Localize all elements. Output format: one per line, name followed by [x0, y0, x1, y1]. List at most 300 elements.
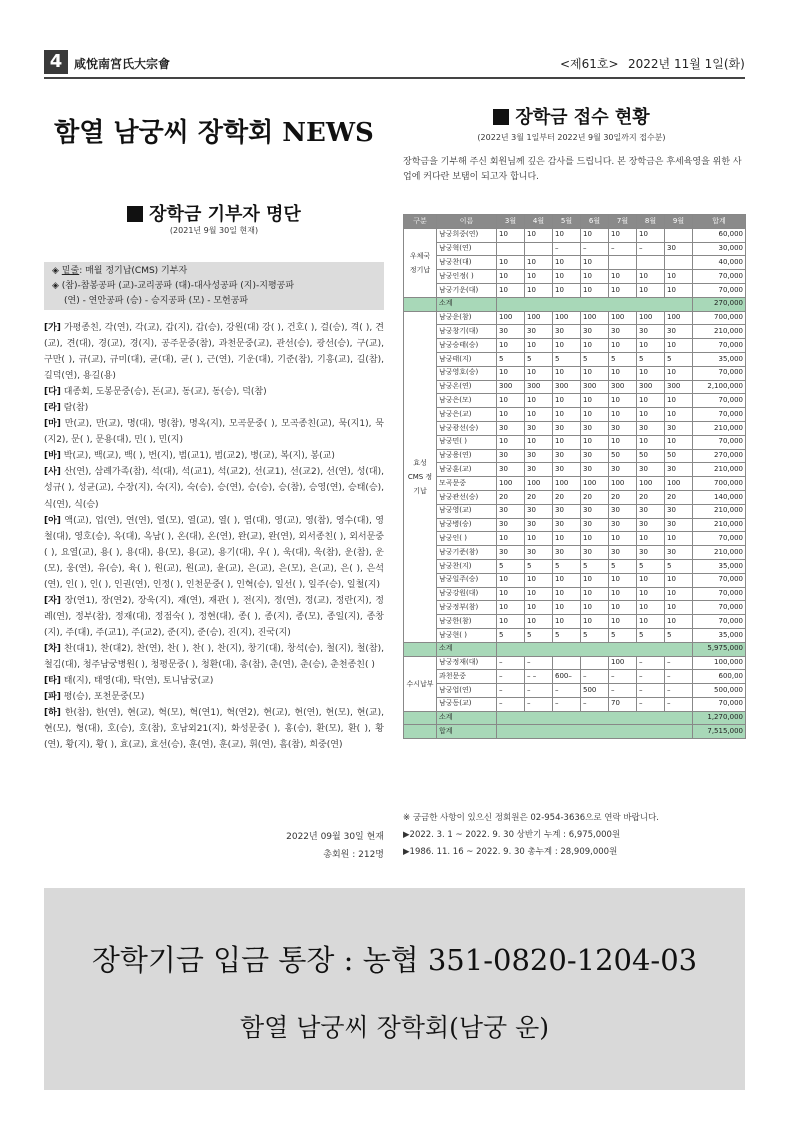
monthly-amount: – [637, 242, 665, 256]
table-row [404, 242, 746, 256]
row-total: 210,000 [693, 546, 746, 560]
monthly-amount: 10 [581, 283, 609, 297]
row-total: 30,000 [693, 242, 746, 256]
table-row [404, 656, 746, 670]
table-row [404, 628, 746, 642]
monthly-amount: – [609, 684, 637, 698]
monthly-amount: 30 [637, 421, 665, 435]
monthly-amount: 10 [609, 532, 637, 546]
column-header: 5월 [553, 215, 581, 229]
monthly-amount: 10 [553, 228, 581, 242]
monthly-amount: – [553, 684, 581, 698]
monthly-amount: 5 [581, 559, 609, 573]
monthly-amount: 20 [553, 490, 581, 504]
donor-list [44, 320, 384, 753]
monthly-amount: 10 [497, 587, 525, 601]
row-total: 210,000 [693, 463, 746, 477]
table-row [404, 325, 746, 339]
monthly-amount: 10 [497, 615, 525, 629]
donor-group-names: 대종회, 도봉문중(승), 돈(교), 동(교), 동(승), 덕(참) [63, 387, 267, 398]
monthly-amount: 5 [665, 559, 693, 573]
page-number: 4 [44, 50, 68, 74]
donor-group-label: [사] [44, 467, 61, 478]
monthly-amount: 30 [609, 325, 637, 339]
monthly-amount: 5 [581, 628, 609, 642]
monthly-amount: 10 [637, 532, 665, 546]
monthly-amount: 5 [637, 352, 665, 366]
monthly-amount: 20 [525, 490, 553, 504]
donor-name: 남궁정재(대) [437, 656, 497, 670]
monthly-amount: 10 [665, 573, 693, 587]
monthly-amount: 30 [553, 325, 581, 339]
monthly-amount: 300 [609, 380, 637, 394]
monthly-amount: 30 [525, 325, 553, 339]
column-header: 7월 [609, 215, 637, 229]
table-row [404, 352, 746, 366]
monthly-amount: 10 [665, 435, 693, 449]
monthly-amount: 10 [553, 601, 581, 615]
monthly-amount: 5 [609, 352, 637, 366]
monthly-amount: 10 [525, 408, 553, 422]
monthly-amount: 10 [553, 532, 581, 546]
table-row [404, 339, 746, 353]
monthly-amount: 30 [665, 463, 693, 477]
monthly-amount: 100 [637, 311, 665, 325]
monthly-amount: 300 [581, 380, 609, 394]
column-header: 이름 [437, 215, 497, 229]
row-total: 270,000 [693, 449, 746, 463]
monthly-amount: 10 [581, 435, 609, 449]
monthly-amount: 10 [553, 339, 581, 353]
monthly-amount: 10 [581, 366, 609, 380]
donor-group-names: 박(교), 백(교), 백( ), 번(지), 범(교1), 범(교2), 병(교), 복(지), 봉(교) [63, 451, 335, 462]
monthly-amount: 10 [581, 339, 609, 353]
monthly-amount: 10 [637, 587, 665, 601]
monthly-amount: 30 [581, 421, 609, 435]
donor-name: 남궁병(승) [437, 518, 497, 532]
monthly-amount: 30 [525, 449, 553, 463]
monthly-amount: 10 [609, 601, 637, 615]
table-row [404, 435, 746, 449]
monthly-amount: 5 [497, 628, 525, 642]
donor-group [44, 464, 384, 512]
table-row [404, 601, 746, 615]
donor-name: 남궁승태(승) [437, 339, 497, 353]
monthly-amount: – – [525, 670, 553, 684]
row-total: 210,000 [693, 421, 746, 435]
subtotal-blank [404, 642, 437, 656]
monthly-amount: 10 [553, 256, 581, 270]
grand-total-row [404, 725, 746, 739]
donor-name: 남궁기준(참) [437, 546, 497, 560]
monthly-amount: 300 [665, 380, 693, 394]
monthly-amount: 20 [665, 490, 693, 504]
monthly-amount: – [581, 242, 609, 256]
row-total: 210,000 [693, 504, 746, 518]
monthly-amount: 5 [665, 352, 693, 366]
table-row [404, 366, 746, 380]
donor-name: 남궁태(지) [437, 352, 497, 366]
legend-line-3: (연) - 연안공파 (승) - 승지공파 (모) - 모헌공파 [64, 296, 249, 306]
monthly-amount: 10 [609, 366, 637, 380]
table-row [404, 546, 746, 560]
subtotal-blank [404, 711, 437, 725]
donor-group-label: [자] [44, 595, 61, 606]
donor-name: 남궁인( ) [437, 532, 497, 546]
monthly-amount: 10 [665, 601, 693, 615]
monthly-amount: 5 [553, 352, 581, 366]
monthly-amount: 10 [637, 394, 665, 408]
monthly-amount: 10 [665, 532, 693, 546]
monthly-amount: 300 [553, 380, 581, 394]
monthly-amount [525, 242, 553, 256]
monthly-amount: 10 [609, 339, 637, 353]
monthly-amount: 30 [609, 463, 637, 477]
monthly-amount [497, 242, 525, 256]
row-total: 70,000 [693, 532, 746, 546]
donor-group-label: [가] [44, 323, 61, 333]
group-label: 우체국 정기납 [404, 228, 437, 297]
monthly-amount: 5 [637, 628, 665, 642]
monthly-amount: 100 [525, 477, 553, 491]
monthly-amount: 10 [525, 615, 553, 629]
table-row [404, 449, 746, 463]
table-row [404, 394, 746, 408]
monthly-amount: 10 [665, 339, 693, 353]
monthly-amount: – [609, 242, 637, 256]
header-divider [44, 77, 745, 79]
donor-group-label: [파] [44, 692, 61, 703]
monthly-amount: 10 [525, 532, 553, 546]
monthly-amount: 10 [525, 283, 553, 297]
donor-name: 남궁온(연) [437, 380, 497, 394]
table-row [404, 518, 746, 532]
row-total: 70,000 [693, 283, 746, 297]
monthly-amount: 30 [525, 518, 553, 532]
monthly-amount: 10 [581, 394, 609, 408]
subtotal-value: 270,000 [693, 297, 746, 311]
legend-line-2: ◈ (참)-참봉공파 (교)-교리공파 (대)-대사성공파 (지)-지평공파 [52, 281, 295, 291]
monthly-amount: 30 [581, 463, 609, 477]
donor-legend [44, 262, 384, 310]
row-total: 40,000 [693, 256, 746, 270]
table-row [404, 408, 746, 422]
row-total: 700,000 [693, 311, 746, 325]
table-row [404, 670, 746, 684]
grand-total-spacer [497, 725, 693, 739]
monthly-amount: 30 [609, 518, 637, 532]
monthly-amount: – [665, 697, 693, 711]
subtotal-blank [404, 297, 437, 311]
monthly-amount: 10 [665, 408, 693, 422]
monthly-amount: 30 [581, 449, 609, 463]
monthly-amount: 10 [497, 394, 525, 408]
monthly-amount: 30 [665, 546, 693, 560]
monthly-amount: 20 [497, 490, 525, 504]
subtotal-spacer [497, 711, 693, 725]
monthly-amount: 10 [497, 366, 525, 380]
monthly-amount: – [637, 697, 665, 711]
table-row [404, 559, 746, 573]
monthly-amount: 5 [581, 352, 609, 366]
monthly-amount [637, 256, 665, 270]
row-total: 60,000 [693, 228, 746, 242]
donor-name: 남궁찬(지) [437, 559, 497, 573]
row-total: 70,000 [693, 366, 746, 380]
monthly-amount: 10 [525, 601, 553, 615]
legend-underline-text: : 매월 정기납(CMS) 기부자 [79, 266, 188, 276]
monthly-amount: 10 [497, 283, 525, 297]
monthly-amount: – [637, 684, 665, 698]
donor-name: 남궁한(참) [437, 615, 497, 629]
row-total: 500,000 [693, 684, 746, 698]
monthly-amount: 10 [665, 366, 693, 380]
table-row [404, 311, 746, 325]
donor-group-label: [마] [44, 419, 61, 430]
monthly-amount [581, 656, 609, 670]
monthly-amount: 10 [637, 601, 665, 615]
monthly-amount: 10 [581, 256, 609, 270]
donor-name: 남궁강원(대) [437, 587, 497, 601]
note-contact: ※ 궁금한 사항이 있으신 정회원은 02-954-3636으로 연락 바랍니다. [403, 813, 659, 823]
monthly-amount: 30 [497, 449, 525, 463]
monthly-amount: 10 [497, 573, 525, 587]
donor-footer-total: 총회원 : 212명 [323, 850, 384, 860]
monthly-amount: 10 [637, 408, 665, 422]
monthly-amount: 300 [637, 380, 665, 394]
monthly-amount: 300 [497, 380, 525, 394]
row-total: 70,000 [693, 601, 746, 615]
monthly-amount: 10 [609, 587, 637, 601]
table-row [404, 615, 746, 629]
donor-group [44, 448, 384, 464]
subtotal-label: 소계 [437, 711, 497, 725]
monthly-amount [553, 656, 581, 670]
donor-name: 남궁은(교) [437, 408, 497, 422]
monthly-amount: 10 [637, 339, 665, 353]
monthly-amount: – [637, 656, 665, 670]
donor-name: 남궁민( ) [437, 435, 497, 449]
donor-name: 남궁희중(연) [437, 228, 497, 242]
table-row [404, 587, 746, 601]
monthly-amount: 10 [497, 339, 525, 353]
grand-total-value: 7,515,000 [693, 725, 746, 739]
donor-group-label: [아] [44, 515, 61, 526]
monthly-amount: 5 [665, 628, 693, 642]
monthly-amount: 30 [497, 504, 525, 518]
news-title: 함열 남궁씨 장학회 NEWS [54, 118, 374, 148]
subtotal-spacer [497, 642, 693, 656]
donor-group [44, 705, 384, 753]
monthly-amount: 10 [525, 270, 553, 284]
group-label: 효성 CMS 정기납 [404, 311, 437, 642]
monthly-amount: 30 [637, 546, 665, 560]
monthly-amount: 10 [581, 615, 609, 629]
monthly-amount: 10 [665, 270, 693, 284]
monthly-amount: 10 [497, 270, 525, 284]
subtotal-row [404, 711, 746, 725]
monthly-amount: 5 [553, 628, 581, 642]
monthly-amount: 70 [609, 697, 637, 711]
donor-name: 남궁업(연) [437, 684, 497, 698]
monthly-amount: 20 [637, 490, 665, 504]
monthly-amount: 30 [497, 463, 525, 477]
donor-name: 남궁창기(대) [437, 325, 497, 339]
monthly-amount: 10 [609, 615, 637, 629]
monthly-amount: 10 [637, 615, 665, 629]
monthly-amount: 10 [665, 615, 693, 629]
monthly-amount: 10 [553, 270, 581, 284]
note-cumulative: ▶1986. 11. 16 ~ 2022. 9. 30 총누계 : 28,909,000원 [403, 847, 618, 857]
monthly-amount: 10 [497, 532, 525, 546]
issue-number: <제61호> [560, 57, 619, 71]
monthly-amount: 100 [581, 311, 609, 325]
monthly-amount: 10 [665, 283, 693, 297]
monthly-amount: 10 [581, 270, 609, 284]
column-header: 구분 [404, 215, 437, 229]
monthly-amount: 30 [609, 504, 637, 518]
table-row [404, 463, 746, 477]
receipt-intro: 장학금을 기부해 주신 회원님께 깊은 감사를 드립니다. 본 장학금은 후세육영을 위한 사업에 커다란 보탬이 되고자 합니다. [403, 157, 742, 182]
monthly-amount: 30 [609, 421, 637, 435]
row-total: 70,000 [693, 573, 746, 587]
monthly-amount: 10 [609, 435, 637, 449]
donor-section-title [44, 200, 384, 226]
table-row [404, 504, 746, 518]
receipt-title-text: 장학금 접수 현황 [515, 107, 650, 128]
monthly-amount: 30 [665, 504, 693, 518]
row-total: 35,000 [693, 628, 746, 642]
monthly-amount: 30 [665, 242, 693, 256]
monthly-amount: 30 [497, 518, 525, 532]
monthly-amount: 5 [609, 559, 637, 573]
banner-account-line: 장학기금 입금 통장 : 농협 351-0820-1204-03 [91, 943, 698, 977]
monthly-amount: 100 [609, 477, 637, 491]
monthly-amount: 10 [525, 394, 553, 408]
donor-group [44, 593, 384, 641]
monthly-amount: 10 [553, 587, 581, 601]
donor-group-names: 한(참), 한(연), 현(교), 혁(모), 혁(연1), 혁(연2), 현(교), 현(연), 현(모), 현(교), 현(모), 형(대), 호(승), 호(참), 호남외21(지), 화성문중( ), 홍(승), 환(모), 환( ), 황(연), 황(지), 황( ), 효(교), 효선(승), 훈(연), 훈(교), 휘(연), 흠(참), 희중(연) [44, 708, 384, 751]
monthly-amount: 30 [553, 504, 581, 518]
monthly-amount: 10 [581, 601, 609, 615]
donor-footer-date: 2022년 09월 30일 현재 [286, 832, 384, 842]
row-total: 35,000 [693, 559, 746, 573]
donor-name: 모곡문중 [437, 477, 497, 491]
table-header-row [404, 215, 746, 229]
monthly-amount: 10 [637, 283, 665, 297]
monthly-amount: 100 [497, 311, 525, 325]
legend-bullet: ◈ [52, 266, 62, 276]
monthly-amount: 30 [497, 546, 525, 560]
monthly-amount: – [497, 670, 525, 684]
monthly-amount: 10 [581, 573, 609, 587]
square-bullet-icon [127, 206, 143, 222]
monthly-amount: 100 [497, 477, 525, 491]
monthly-amount: – [497, 656, 525, 670]
monthly-amount: 10 [637, 228, 665, 242]
donor-name: 남궁훈(교) [437, 463, 497, 477]
row-total: 70,000 [693, 615, 746, 629]
monthly-amount: – [609, 670, 637, 684]
row-total: 210,000 [693, 325, 746, 339]
monthly-amount: 10 [553, 615, 581, 629]
donor-group-label: [다] [44, 387, 61, 398]
donor-group-names: 만(교), 만(교), 명(대), 명(참), 명옥(지), 모곡문중( ), 모곡종친(교), 묵(지1), 묵(지2), 문( ), 문용(대), 민( ), 민(지) [44, 419, 384, 446]
donor-group [44, 384, 384, 400]
donor-group-label: [타] [44, 676, 61, 687]
donor-group-names: 산(연), 삼례가족(참), 석(대), 석(교1), 석(교2), 선(교1), 선(교2), 선(연), 성(대), 성규( ), 성균(교), 수장(지), 숙(지), 숙(승), 승(연), 승(승), 승(참), 승영(연), 승태(승), 식(연), 식(승) [44, 467, 384, 510]
donor-footer [44, 828, 384, 864]
monthly-amount: – [525, 656, 553, 670]
donor-name: 남궁영호(승) [437, 366, 497, 380]
banner-name-line: 함열 남궁씨 장학회(남궁 운) [240, 1013, 549, 1042]
table-row [404, 283, 746, 297]
donor-date-note: (2021년 9월 30일 현재) [169, 226, 259, 235]
monthly-amount: 100 [553, 311, 581, 325]
column-header: 8월 [637, 215, 665, 229]
donor-name: 남궁찬(대) [437, 256, 497, 270]
monthly-amount: 10 [581, 408, 609, 422]
monthly-amount: 5 [525, 628, 553, 642]
monthly-amount: 50 [609, 449, 637, 463]
grand-total-label: 합계 [437, 725, 497, 739]
row-total: 35,000 [693, 352, 746, 366]
receipt-table [403, 214, 746, 739]
table-row [404, 697, 746, 711]
table-row [404, 573, 746, 587]
row-total: 210,000 [693, 518, 746, 532]
note-half-year: ▶2022. 3. 1 ~ 2022. 9. 30 상반기 누계 : 6,975,000원 [403, 830, 621, 840]
table-row [404, 490, 746, 504]
subtotal-row [404, 642, 746, 656]
donor-name: 남궁은(모) [437, 394, 497, 408]
donor-group [44, 689, 384, 705]
donor-group [44, 513, 384, 593]
subtotal-label: 소계 [437, 642, 497, 656]
donor-group [44, 641, 384, 673]
monthly-amount: – [637, 670, 665, 684]
receipt-section-title [398, 103, 745, 129]
row-total: 140,000 [693, 490, 746, 504]
donor-group-label: [바] [44, 451, 61, 462]
donor-name: 남궁정부(참) [437, 601, 497, 615]
monthly-amount: 500 [581, 684, 609, 698]
monthly-amount: 10 [525, 435, 553, 449]
donor-group-names: 평(승), 포천문중(모) [63, 692, 145, 703]
monthly-amount: 10 [637, 270, 665, 284]
row-total: 70,000 [693, 270, 746, 284]
row-total: 70,000 [693, 339, 746, 353]
monthly-amount: – [665, 684, 693, 698]
column-header: 6월 [581, 215, 609, 229]
monthly-amount [665, 256, 693, 270]
account-banner [44, 888, 745, 1090]
donor-name: 남궁일주(승) [437, 573, 497, 587]
donor-name: 남궁광선(승) [437, 421, 497, 435]
monthly-amount: 10 [637, 366, 665, 380]
monthly-amount: 30 [581, 518, 609, 532]
row-total: 70,000 [693, 435, 746, 449]
monthly-amount: 20 [609, 490, 637, 504]
monthly-amount: 10 [609, 408, 637, 422]
monthly-amount: 50 [665, 449, 693, 463]
monthly-amount: 10 [525, 573, 553, 587]
monthly-amount: 30 [637, 518, 665, 532]
grand-total-blank [404, 725, 437, 739]
monthly-amount: – [525, 697, 553, 711]
monthly-amount: 10 [581, 532, 609, 546]
donor-group-names: 가평종친, 각(연), 각(교), 갑(지), 갑(승), 강원(대) 강( ), 건호( ), 걸(승), 격( ), 견(교), 견(대), 경(교), 경(지), 공주문중(참), 과천문중(교), 관선(승), 광선(승), 구(교), 구만( ), 규(교), 규미(대), 균(대), 균( ), 근(연), 기운(대), 기준(참), 기흥(교), 길(참), 길덕(연), 용길(용) [44, 323, 384, 382]
